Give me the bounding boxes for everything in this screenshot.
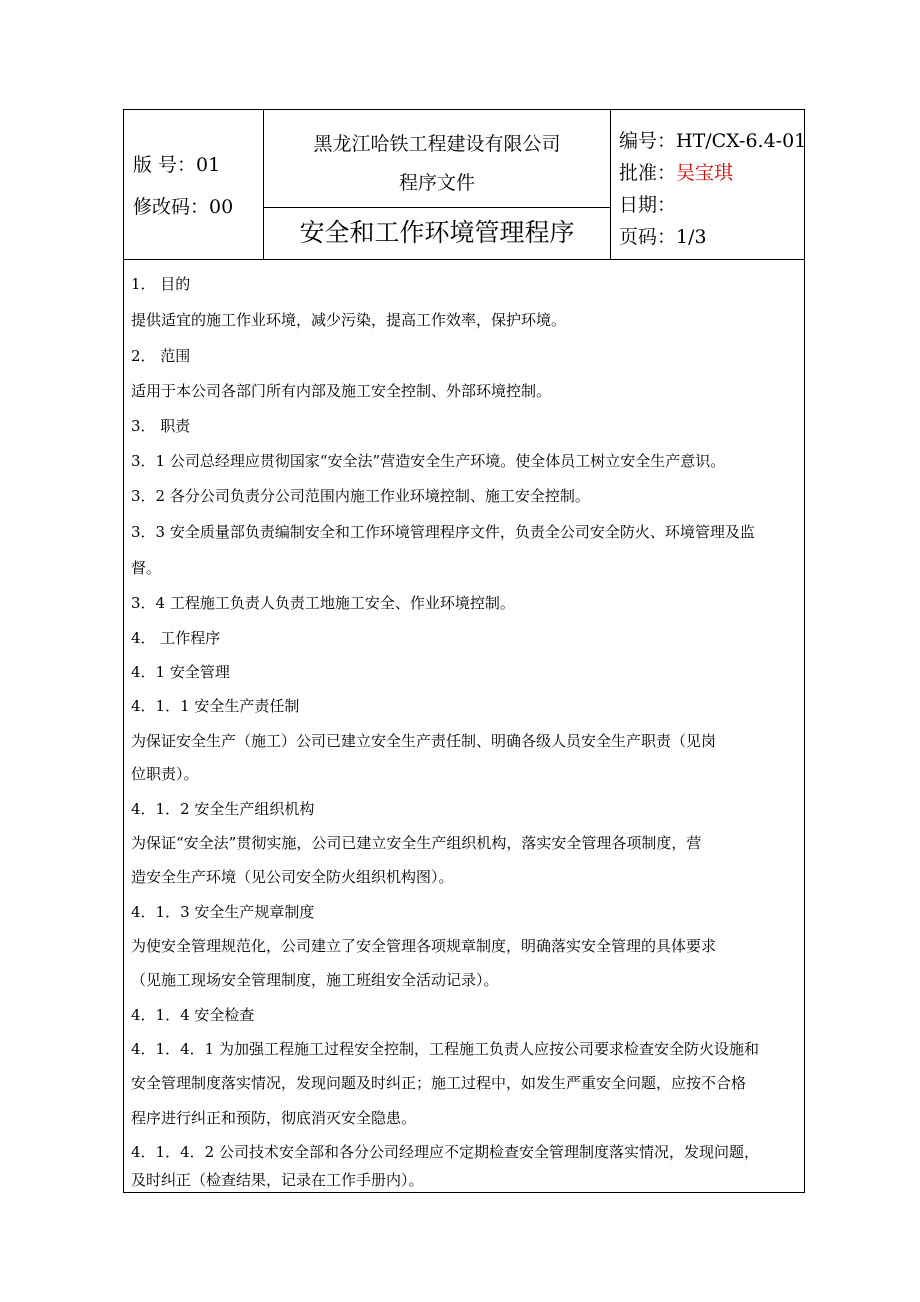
body-line: 安全管理制度落实情况，发现问题及时纠正；施工过程中，如发生严重安全问题，应按不合格 (131, 1074, 747, 1092)
body-line: 3．3 安全质量部负责编制安全和工作环境管理程序文件，负责全公司安全防火、环境管理及监 (131, 523, 755, 541)
document-frame (123, 109, 805, 1193)
body-line: 位职责）。 (131, 765, 199, 783)
body-line: 4．1．1 安全生产责任制 (131, 697, 300, 715)
body-line: 3．4 工程施工负责人负责工地施工安全、作业环境控制。 (131, 594, 515, 612)
approval-field (619, 160, 733, 186)
header-title-rule (263, 207, 611, 208)
company-name: 黑龙江哈铁工程建设有限公司 (313, 133, 561, 155)
date-field: 日期： (619, 194, 677, 216)
document-type: 程序文件 (398, 172, 475, 194)
body-line: 3． 职责 (131, 417, 191, 435)
header-bottom-rule (123, 259, 805, 260)
body-line: 为使安全管理规范化，公司建立了安全管理各项规章制度，明确落实安全管理的具体要求 (131, 937, 717, 955)
body-line: 督。 (131, 559, 162, 577)
body-line: 1． 目的 (131, 275, 191, 293)
body-line: （见施工现场安全管理制度，施工班组安全活动记录）。 (131, 971, 499, 989)
body-line: 4． 工作程序 (131, 629, 221, 647)
document-title: 安全和工作环境管理程序 (299, 218, 575, 247)
body-line: 4．1 安全管理 (131, 663, 230, 681)
body-line: 造安全生产环境（见公司安全防火组织机构图）。 (131, 868, 454, 886)
body-line: 3．1 公司总经理应贯彻国家“安全法”营造安全生产环境。使全体员工树立安全生产意识。 (131, 452, 726, 470)
body-line: 及时纠正（检查结果，记录在工作手册内）。 (131, 1171, 424, 1189)
body-line: 4．1．4．1 为加强工程施工过程安全控制，工程施工负责人应按公司要求检查安全防火设施和 (131, 1040, 759, 1058)
body-line: 4．1．3 安全生产规章制度 (131, 903, 315, 921)
revision-code: 修改码：00 (133, 196, 234, 218)
body-line: 4．1．2 安全生产组织机构 (131, 800, 315, 818)
body-line: 程序进行纠正和预防，彻底消灭安全隐患。 (131, 1109, 417, 1127)
page-number: 页码：1/3 (619, 226, 707, 248)
body-line: 4．1．4．2 公司技术安全部和各分公司经理应不定期检查安全管理制度落实情况，发现问题， (131, 1143, 759, 1161)
document-code: 编号：HT/CX-6.4-01 (619, 130, 807, 152)
body-line: 提供适宜的施工作业环境，减少污染，提高工作效率，保护环境。 (131, 311, 567, 329)
body-line: 2． 范围 (131, 347, 191, 365)
body-line: 为保证安全生产（施工）公司已建立安全生产责任制、明确各级人员安全生产职责（见岗 (131, 732, 717, 750)
body-line: 3．2 各分公司负责分公司范围内施工作业环境控制、施工安全控制。 (131, 487, 590, 505)
approval-label: 批准： (619, 162, 677, 184)
version-number: 版 号：01 (133, 154, 221, 176)
body-line: 4．1．4 安全检查 (131, 1006, 255, 1024)
body-line: 适用于本公司各部门所有内部及施工安全控制、外部环境控制。 (131, 382, 552, 400)
approver-name: 吴宝琪 (676, 162, 734, 184)
body-line: 为保证“安全法”贯彻实施，公司已建立安全生产组织机构，落实安全管理各项制度，营 (131, 834, 702, 852)
